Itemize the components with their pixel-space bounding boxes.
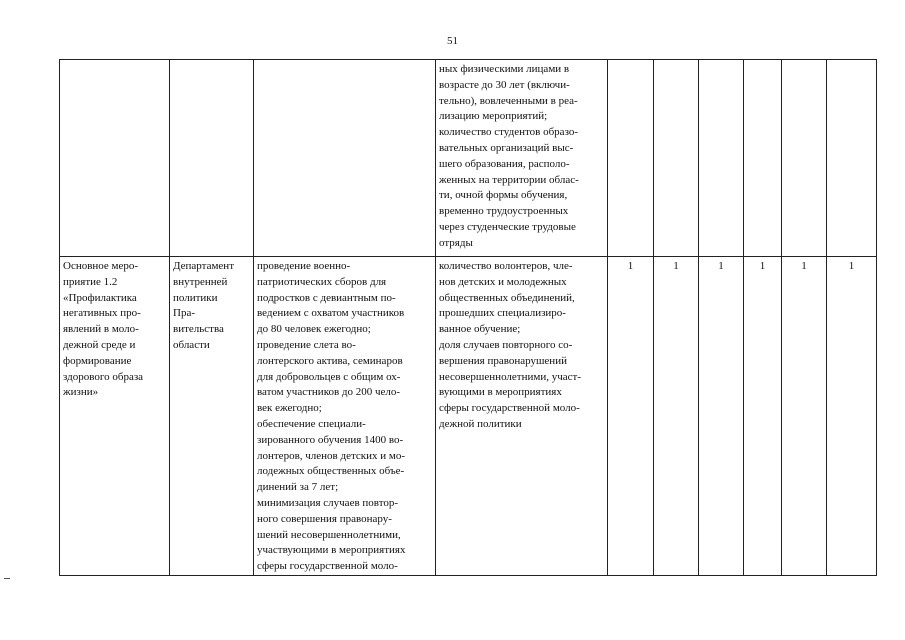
text-line: Основное меро- [63, 260, 139, 272]
text-line: дежной среде и [63, 338, 136, 351]
text-line: для добровольцев с общим ох- [257, 370, 401, 383]
value-cell [782, 60, 827, 257]
value-cell: 1 [782, 257, 827, 576]
text-line: внутренней [173, 275, 228, 288]
text-line: минимизация случаев повтор- [257, 496, 399, 509]
text-line: явлений в моло- [63, 323, 139, 336]
text-line: прошедших специализиро- [439, 307, 566, 320]
event-cell [60, 60, 170, 257]
text-line: обеспечение специали- [257, 417, 366, 430]
activities-cell [254, 257, 436, 576]
executor-cell [170, 257, 254, 576]
activities-cell [254, 60, 436, 257]
value-cell [827, 60, 877, 257]
text-line: ванное обучение; [439, 323, 521, 336]
table-row [60, 257, 877, 576]
value-cell: 1 [654, 257, 699, 576]
text-line: подростков с девиантным по- [257, 291, 396, 304]
page-number: 51 [447, 35, 458, 47]
text-line: несовершеннолетними, участ- [439, 370, 581, 383]
text-line: формирование [63, 354, 132, 367]
executor-cell [170, 60, 254, 257]
text-line: здорового образа [63, 370, 144, 383]
text-line: количество волонтеров, чле- [439, 260, 573, 272]
text-line: лодежных общественных объе- [257, 465, 405, 478]
text-line: ватом участников до 200 чело- [257, 386, 401, 399]
text-line: лизацию мероприятий; [439, 110, 548, 123]
text-line: общественных объединений, [439, 291, 575, 304]
text-line: зированного обучения 1400 во- [257, 433, 404, 446]
text-line: через студенческие трудовые [439, 220, 576, 233]
event-cell [60, 257, 170, 576]
text-line: Пра- [173, 307, 195, 320]
text-line: жизни» [63, 386, 99, 399]
value-cell: 1 [827, 257, 877, 576]
text-line: лонтеров, членов детских и мо- [257, 449, 406, 462]
text-line: временно трудоустроенных [439, 205, 569, 218]
value-cell: 1 [608, 257, 654, 576]
text-line: области [173, 338, 210, 351]
value-cell [654, 60, 699, 257]
text-line: отряды [439, 236, 473, 249]
text-line: вующими в мероприятиях [439, 386, 562, 399]
text-line: ведением с охватом участников [257, 307, 405, 320]
value-cell [744, 60, 782, 257]
text-line: ти, очной формы обучения, [439, 189, 568, 202]
text-line: вершения правонарушений [439, 354, 567, 367]
indicators-cell [436, 257, 608, 576]
text-line: проведение военно- [257, 260, 351, 272]
text-line: нов детских и молодежных [439, 275, 567, 288]
text-line: приятие 1.2 [63, 275, 118, 288]
text-line: Департамент [173, 260, 235, 272]
text-line: участвующими в мероприятиях [257, 544, 406, 557]
value-cell [699, 60, 744, 257]
value-cell [608, 60, 654, 257]
text-line: век ежегодно; [257, 402, 322, 415]
indicators-cell [436, 60, 608, 257]
text-line: ных физическими лицами в [439, 63, 570, 75]
text-line: количество студентов образо- [439, 126, 579, 139]
text-line: политики [173, 291, 218, 304]
text-line: тельно), вовлеченными в реа- [439, 94, 578, 107]
text-line: сферы государственной моло- [257, 560, 398, 573]
text-line: негативных про- [63, 307, 141, 320]
scan-edge-mark [4, 578, 10, 579]
text-line: дежной политики [439, 417, 522, 430]
program-table [59, 59, 877, 576]
text-line: патриотических сборов для [257, 275, 387, 288]
table-row [60, 60, 877, 257]
text-line: сферы государственной моло- [439, 402, 580, 415]
text-line: лонтерского актива, семинаров [257, 354, 403, 367]
text-line: проведение слета во- [257, 338, 356, 351]
text-line: доля случаев повторного со- [439, 338, 573, 351]
text-line: динений за 7 лет; [257, 481, 339, 494]
text-line: шений несовершеннолетними, [257, 528, 401, 541]
text-line: вительства [173, 323, 224, 336]
text-line: возрасте до 30 лет (включи- [439, 78, 570, 91]
text-line: до 80 человек ежегодно; [257, 323, 371, 336]
text-line: «Профилактика [63, 291, 137, 304]
value-cell: 1 [699, 257, 744, 576]
text-line: женных на территории облас- [439, 173, 579, 186]
text-line: ного совершения правонару- [257, 512, 392, 525]
text-line: вательных организаций выс- [439, 141, 574, 154]
value-cell: 1 [744, 257, 782, 576]
text-line: шего образования, располо- [439, 157, 570, 170]
